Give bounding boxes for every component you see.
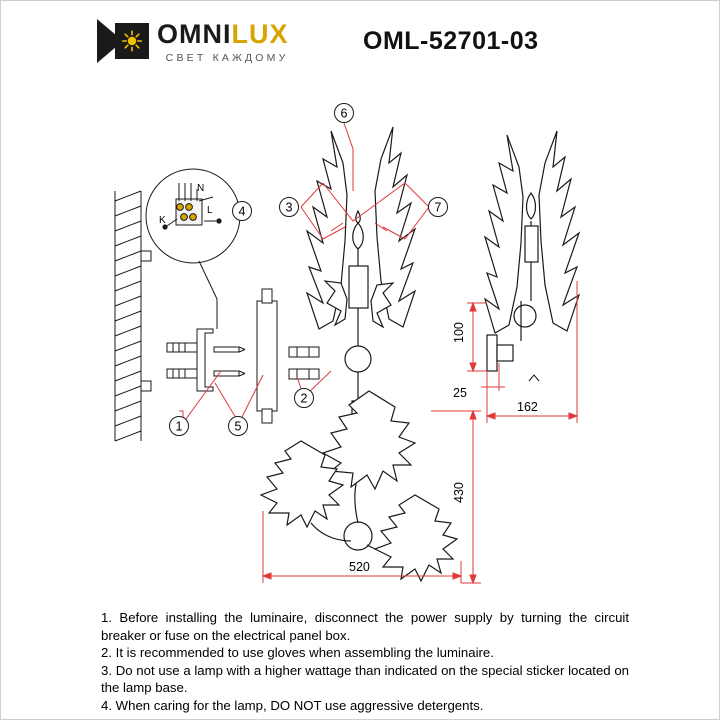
assembly-diagram [1,71,720,601]
callout-3: 3 [285,200,293,215]
dimension-label-162: 162 [517,400,538,414]
brand-tagline: СВЕТ КАЖДОМУ [165,52,289,64]
terminal-label-n: N [197,183,205,194]
brand-logo [97,19,289,64]
terminal-label-k: K [159,215,166,226]
sun-glyph-icon [122,30,142,52]
page-header [1,11,720,73]
omnilux-sun-logo-icon [97,19,149,63]
instruction-item-3: 3. Do not use a lamp with a higher wattage than indicated on the special sticker located on the lamp base. [101,662,629,695]
callout-6: 6 [340,106,348,121]
brand-name-second: LUX [231,19,289,49]
callout-1: 1 [175,419,183,434]
lamp-top-view [261,391,457,581]
diagram-canvas [1,71,720,601]
dimension-label-100: 100 [452,322,466,343]
lamp-side-view [485,131,579,371]
dimension-label-25: 25 [453,386,467,400]
dimension-backplate-height [467,303,487,371]
brand-wordmark [157,19,289,64]
callout-7: 7 [434,200,442,215]
instruction-item-4: 4. When caring for the lamp, DO NOT use aggressive detergents. [101,697,484,713]
dimension-label-520: 520 [349,560,370,574]
callout-4: 4 [238,204,246,219]
instruction-item-2: 2. It is recommended to use gloves when assembling the luminaire. [101,645,494,660]
brand-name-first: OMNI [157,19,232,49]
dimension-label-430: 430 [452,482,466,503]
terminal-label-l: L [207,205,213,216]
instructions-block [101,609,629,714]
instruction-item-1: 1. Before installing the luminaire, disconnect the power supply by turning the circuit breaker or fuse on the electrical panel box. [101,610,629,643]
lamp-front-view [307,127,415,431]
wall-hatching [115,191,151,441]
callout-5: 5 [234,419,242,434]
callout-2: 2 [300,391,308,406]
model-code: OML-52701-03 [363,27,539,55]
caret-mark-icon [529,375,539,381]
